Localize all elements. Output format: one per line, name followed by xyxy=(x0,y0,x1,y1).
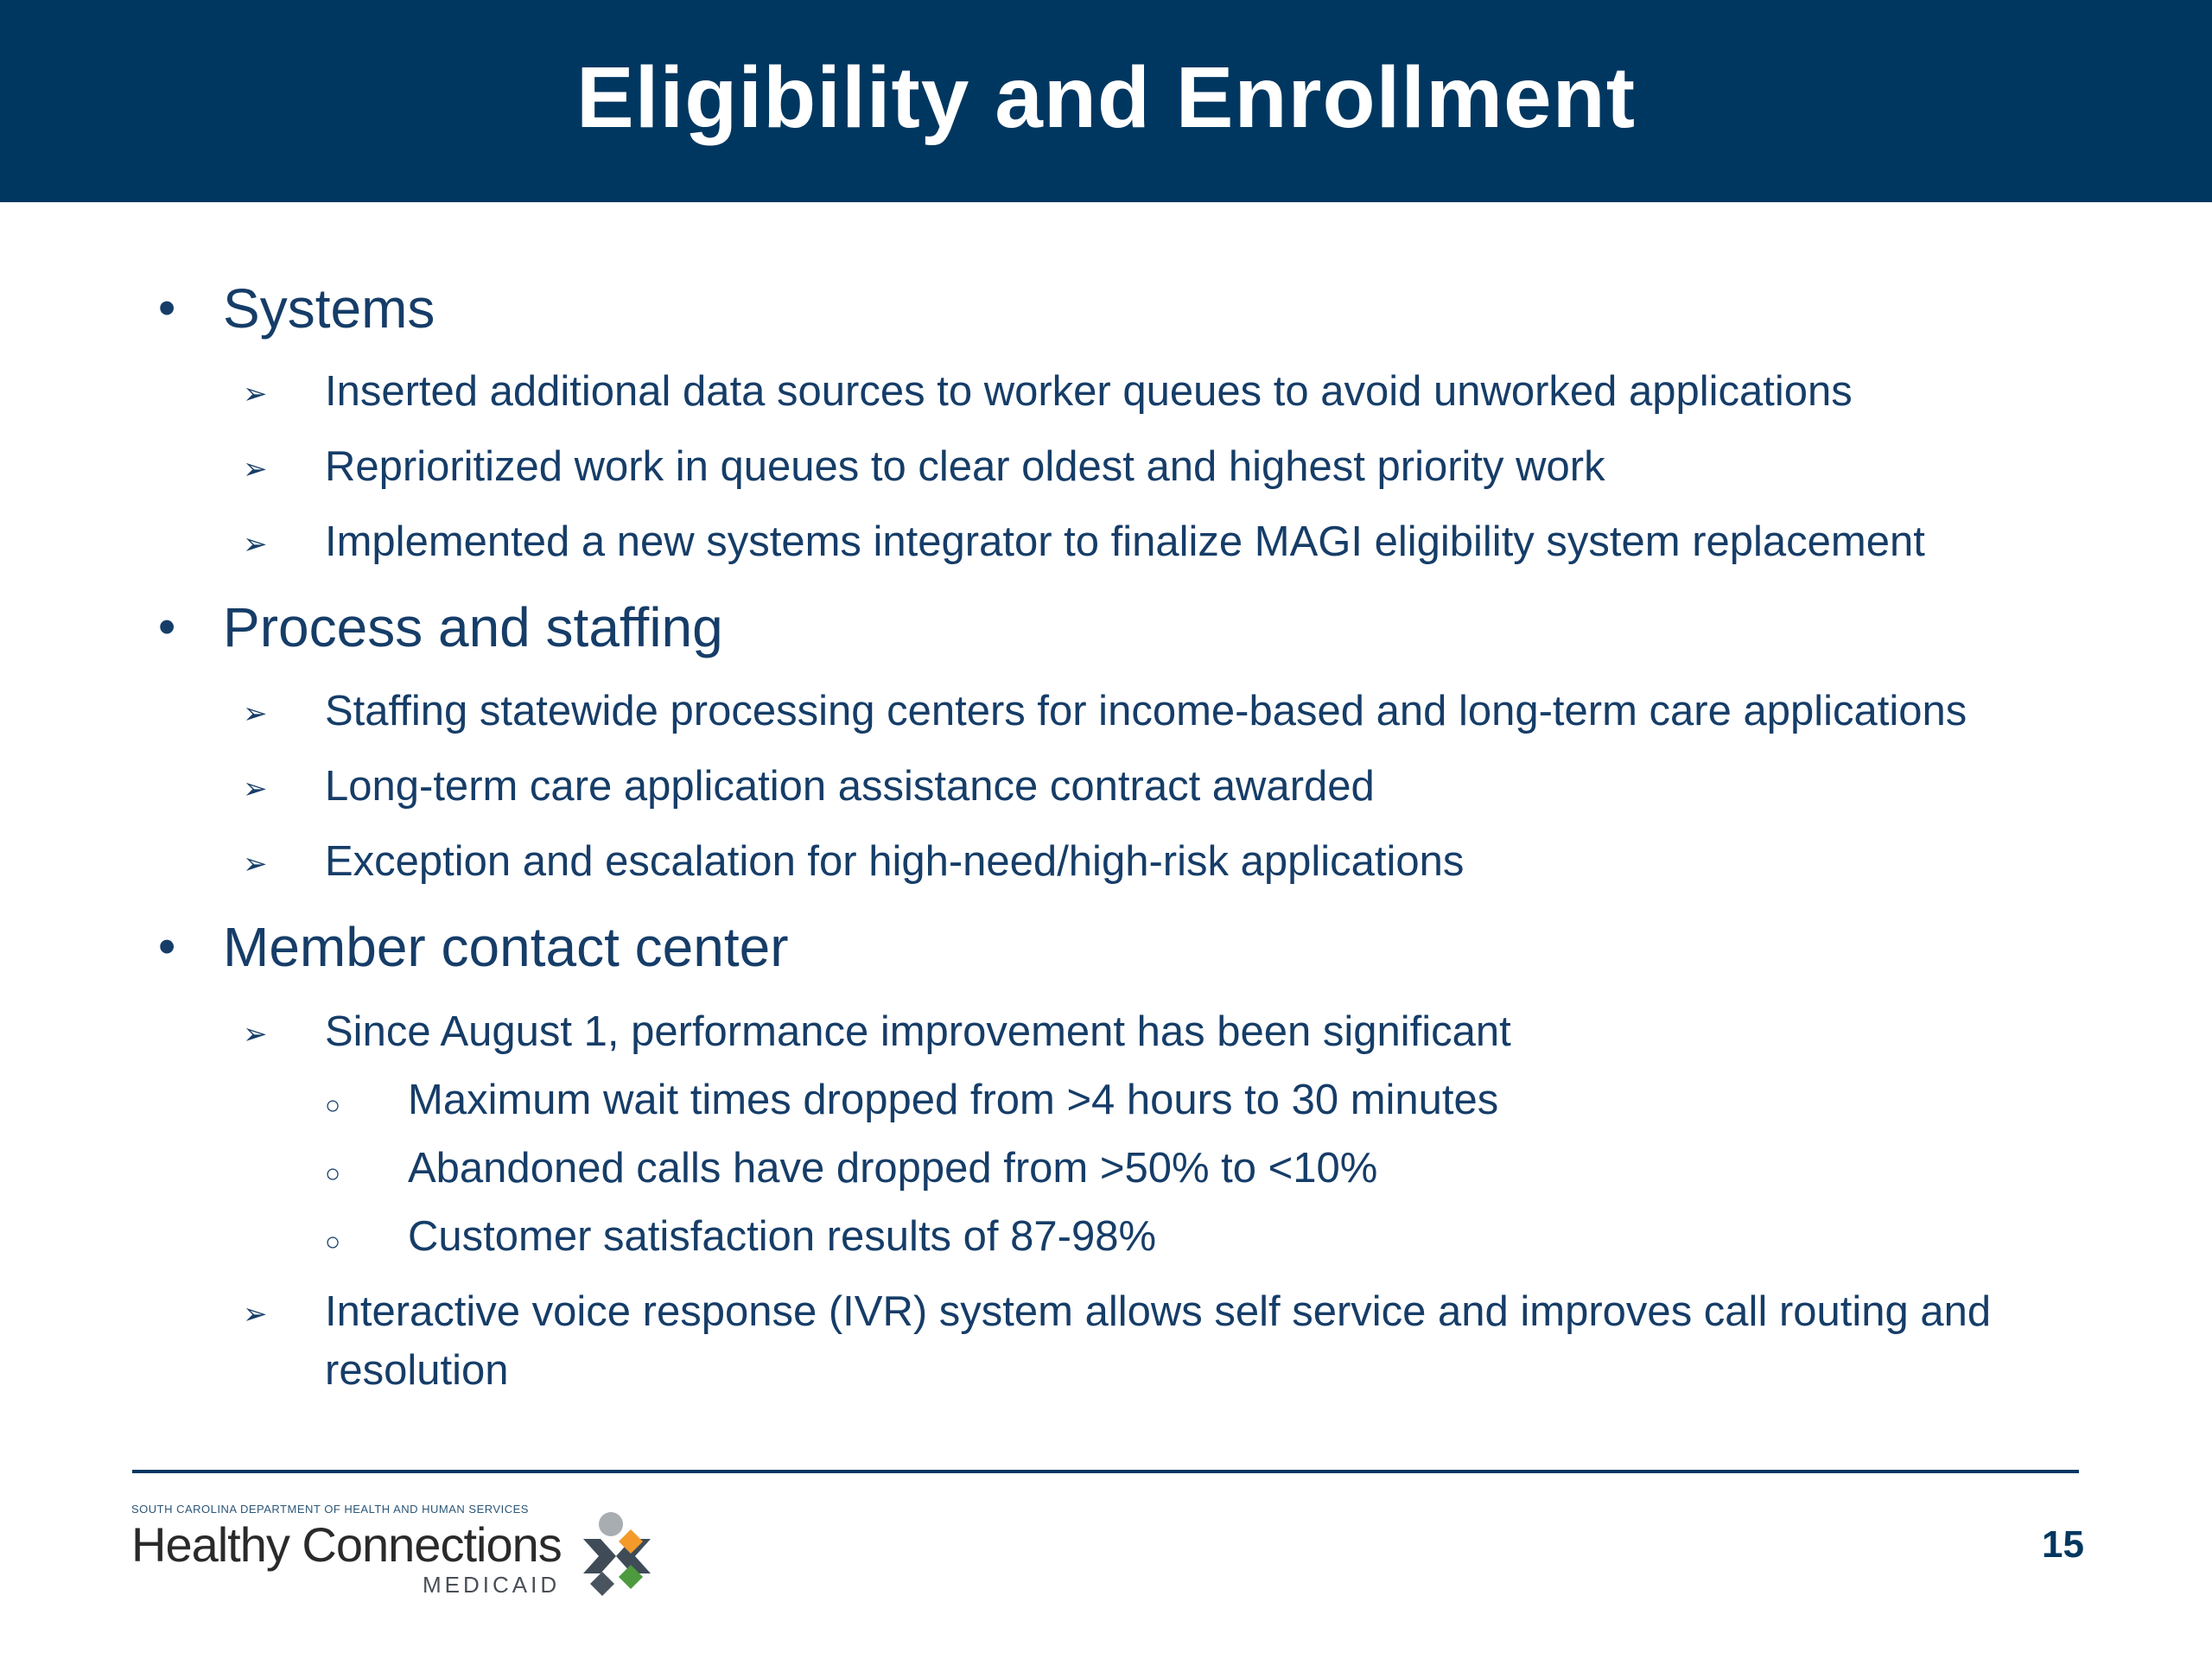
arrow-bullet-icon: ➢ xyxy=(243,528,268,561)
arrow-bullet-icon: ➢ xyxy=(243,1298,268,1331)
section-heading: Member contact center xyxy=(223,916,789,978)
circle-bullet-icon: ○ xyxy=(325,1228,341,1256)
slide-title: Eligibility and Enrollment xyxy=(575,48,1637,146)
list-item-continuation: resolution xyxy=(325,1347,509,1394)
list-item: Exception and escalation for high-need/high-risk applications xyxy=(325,838,1465,885)
circle-bullet-icon: ○ xyxy=(325,1160,341,1188)
circle-bullet-icon: ○ xyxy=(325,1091,341,1120)
arrow-bullet-icon: ➢ xyxy=(243,697,268,730)
arrow-bullet-icon: ➢ xyxy=(243,453,268,486)
sub-list-item: Abandoned calls have dropped from >50% to <10% xyxy=(408,1145,1378,1192)
arrow-bullet-icon: ➢ xyxy=(243,378,268,410)
page-number: 15 xyxy=(2042,1523,2084,1566)
sub-list-item: Customer satisfaction results of 87-98% xyxy=(408,1213,1157,1260)
bullet-dot-icon: • xyxy=(158,599,176,655)
arrow-bullet-icon: ➢ xyxy=(243,1018,268,1051)
healthy-connections-mark-icon xyxy=(578,1511,654,1596)
footer-divider xyxy=(132,1470,2079,1473)
list-item: Since August 1, performance improvement has been significant xyxy=(325,1008,1511,1055)
list-item: Interactive voice response (IVR) system allows self service and improves call routing and xyxy=(325,1288,1992,1335)
logo-agency-text: SOUTH CAROLINA DEPARTMENT OF HEALTH AND HUMAN SERVICES xyxy=(131,1503,529,1516)
healthy-connections-logo xyxy=(131,1503,658,1598)
bullet-dot-icon: • xyxy=(158,280,176,336)
list-item: Staffing statewide processing centers for income-based and long-term care applications xyxy=(325,688,1967,734)
arrow-bullet-icon: ➢ xyxy=(243,772,268,805)
list-item: Inserted additional data sources to worker queues to avoid unworked applications xyxy=(325,368,1853,415)
logo-program: MEDICAID xyxy=(423,1572,561,1598)
sub-list-item: Maximum wait times dropped from >4 hours to 30 minutes xyxy=(408,1077,1499,1123)
list-item: Reprioritized work in queues to clear oldest and highest priority work xyxy=(325,443,1605,490)
bullet-dot-icon: • xyxy=(158,918,176,975)
arrow-bullet-icon: ➢ xyxy=(243,848,268,880)
section-heading: Systems xyxy=(223,277,435,340)
section-heading: Process and staffing xyxy=(223,596,723,658)
list-item: Implemented a new systems integrator to finalize MAGI eligibility system replacement xyxy=(325,518,1925,565)
list-item: Long-term care application assistance contract awarded xyxy=(325,763,1375,810)
logo-name: Healthy Connections xyxy=(131,1517,562,1572)
